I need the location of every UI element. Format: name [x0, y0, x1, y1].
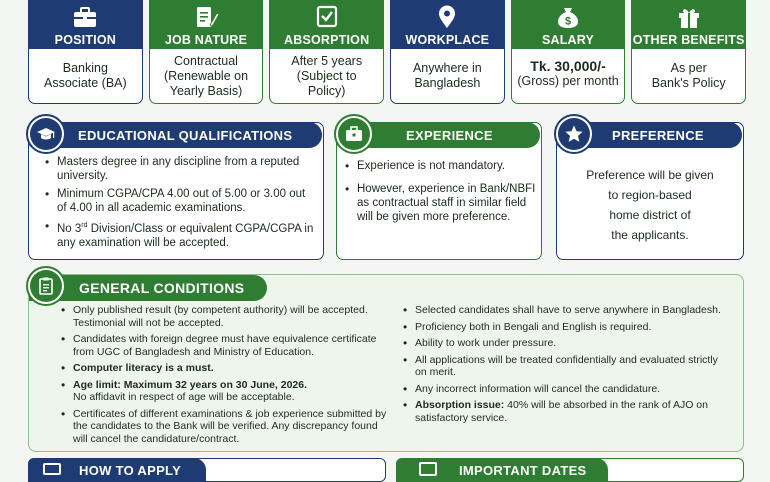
- section-title: HOW TO APPLY: [79, 463, 182, 478]
- section-title: GENERAL CONDITIONS: [79, 280, 245, 296]
- toolbox-badge: [334, 114, 374, 154]
- card-title: ABSORPTION: [284, 33, 370, 47]
- calendar-icon: [419, 462, 437, 476]
- monitor-icon: [43, 463, 61, 475]
- document-pen-icon: [193, 5, 219, 29]
- card-job-nature: [149, 0, 264, 104]
- salary-amount: Tk. 30,000/-: [530, 58, 606, 74]
- graduation-cap-badge: [26, 114, 66, 154]
- checkbox-icon: [314, 5, 340, 29]
- preference-text: Preference will be given to region-based home district of the applicants.: [586, 168, 714, 242]
- how-to-apply-section: [28, 458, 386, 482]
- card-position: [28, 0, 143, 104]
- section-title: IMPORTANT DATES: [459, 463, 587, 478]
- svg-text:$: $: [564, 15, 572, 28]
- card-value: After 5 years (Subject to Policy): [291, 53, 363, 98]
- list-item: • All applications will be treated confidentially and evaluated strictly on merit.: [401, 354, 731, 379]
- list-item: • Proficiency both in Bengali and English is required.: [401, 321, 731, 334]
- card-salary: [511, 0, 626, 104]
- list-item: • Experience is not mandatory.: [343, 159, 537, 173]
- salary-period: (Gross) per month: [517, 74, 619, 88]
- education-list: [43, 155, 315, 250]
- star-icon: [564, 124, 584, 144]
- card-value: [512, 49, 625, 103]
- conditions-right-list: [401, 304, 731, 424]
- section-title: PREFERENCE: [612, 127, 704, 143]
- list-item: • Age limit: Maximum 32 years on 30 June, 2026. No affidavit in respect of age will be acceptable.: [59, 379, 389, 404]
- card-title: SALARY: [541, 33, 595, 47]
- clipboard-badge: [26, 266, 66, 306]
- clipboard-icon: [36, 276, 56, 296]
- important-dates-section: [396, 458, 744, 482]
- list-item: • Masters degree in any discipline from a reputed university.: [43, 155, 315, 183]
- list-item: • Selected candidates shall have to serve anywhere in Bangladesh.: [401, 304, 731, 317]
- money-bag-icon: [555, 5, 581, 29]
- card-title: WORKPLACE: [405, 33, 490, 47]
- list-item: • Absorption issue: 40% will be absorbed in the rank of AJO on satisfactory service.: [401, 399, 731, 424]
- list-item: • Candidates with foreign degree must have equivalence certificate from UGC of Bangladesh and Ministry of Education.: [59, 333, 389, 358]
- section-title: EXPERIENCE: [406, 127, 493, 143]
- list-item: • Certificates of different examinations & job experience submitted by the candidates to the Bank will be verified. Any discrepancy found will cancel the candidature/contract.: [59, 408, 389, 446]
- card-value: Anywhere in Bangladesh: [412, 61, 482, 90]
- graduation-cap-icon: [36, 124, 56, 144]
- list-item: • Minimum CGPA/CPA 4.00 out of 5.00 or 3.00 out of 4.00 in all academic examinations.: [43, 187, 315, 215]
- gift-icon: [676, 5, 702, 29]
- toolbox-icon: [344, 124, 364, 144]
- section-title: EDUCATIONAL QUALIFICATIONS: [78, 127, 293, 143]
- card-workplace: [390, 0, 505, 104]
- job-summary-cards: [28, 0, 746, 104]
- list-item: • Computer literacy is a must.: [59, 362, 389, 375]
- map-pin-icon: [434, 5, 460, 29]
- card-other-benefits: [631, 0, 746, 104]
- briefcase-icon: [72, 5, 98, 29]
- star-badge: [554, 114, 594, 154]
- card-title: OTHER BENEFITS: [632, 33, 745, 47]
- card-value: As per Bank's Policy: [651, 61, 726, 90]
- experience-list: [343, 159, 537, 224]
- card-value: Contractual (Renewable on Yearly Basis): [163, 53, 249, 98]
- list-item: • No 3rd Division/Class or equivalent CGPA/CGPA in any examination will be accepted.: [43, 219, 315, 250]
- section-header: [28, 122, 322, 148]
- list-item: • Ability to work under pressure.: [401, 337, 731, 350]
- general-conditions-panel: [28, 274, 744, 452]
- list-item: • Only published result (by competent authority) will be accepted. Testimonial will not be accepted.: [59, 304, 389, 329]
- card-title: JOB NATURE: [164, 33, 248, 47]
- card-absorption: [269, 0, 384, 104]
- conditions-left-list: [59, 304, 389, 445]
- list-item: • Any incorrect information will cancel the candidature.: [401, 383, 731, 396]
- list-item: • However, experience in Bank/NBFI as contractual staff in similar field will be given more preference.: [343, 182, 537, 224]
- card-title: POSITION: [54, 33, 116, 47]
- educational-qualifications-panel: [28, 122, 324, 260]
- card-value: Banking Associate (BA): [44, 61, 127, 90]
